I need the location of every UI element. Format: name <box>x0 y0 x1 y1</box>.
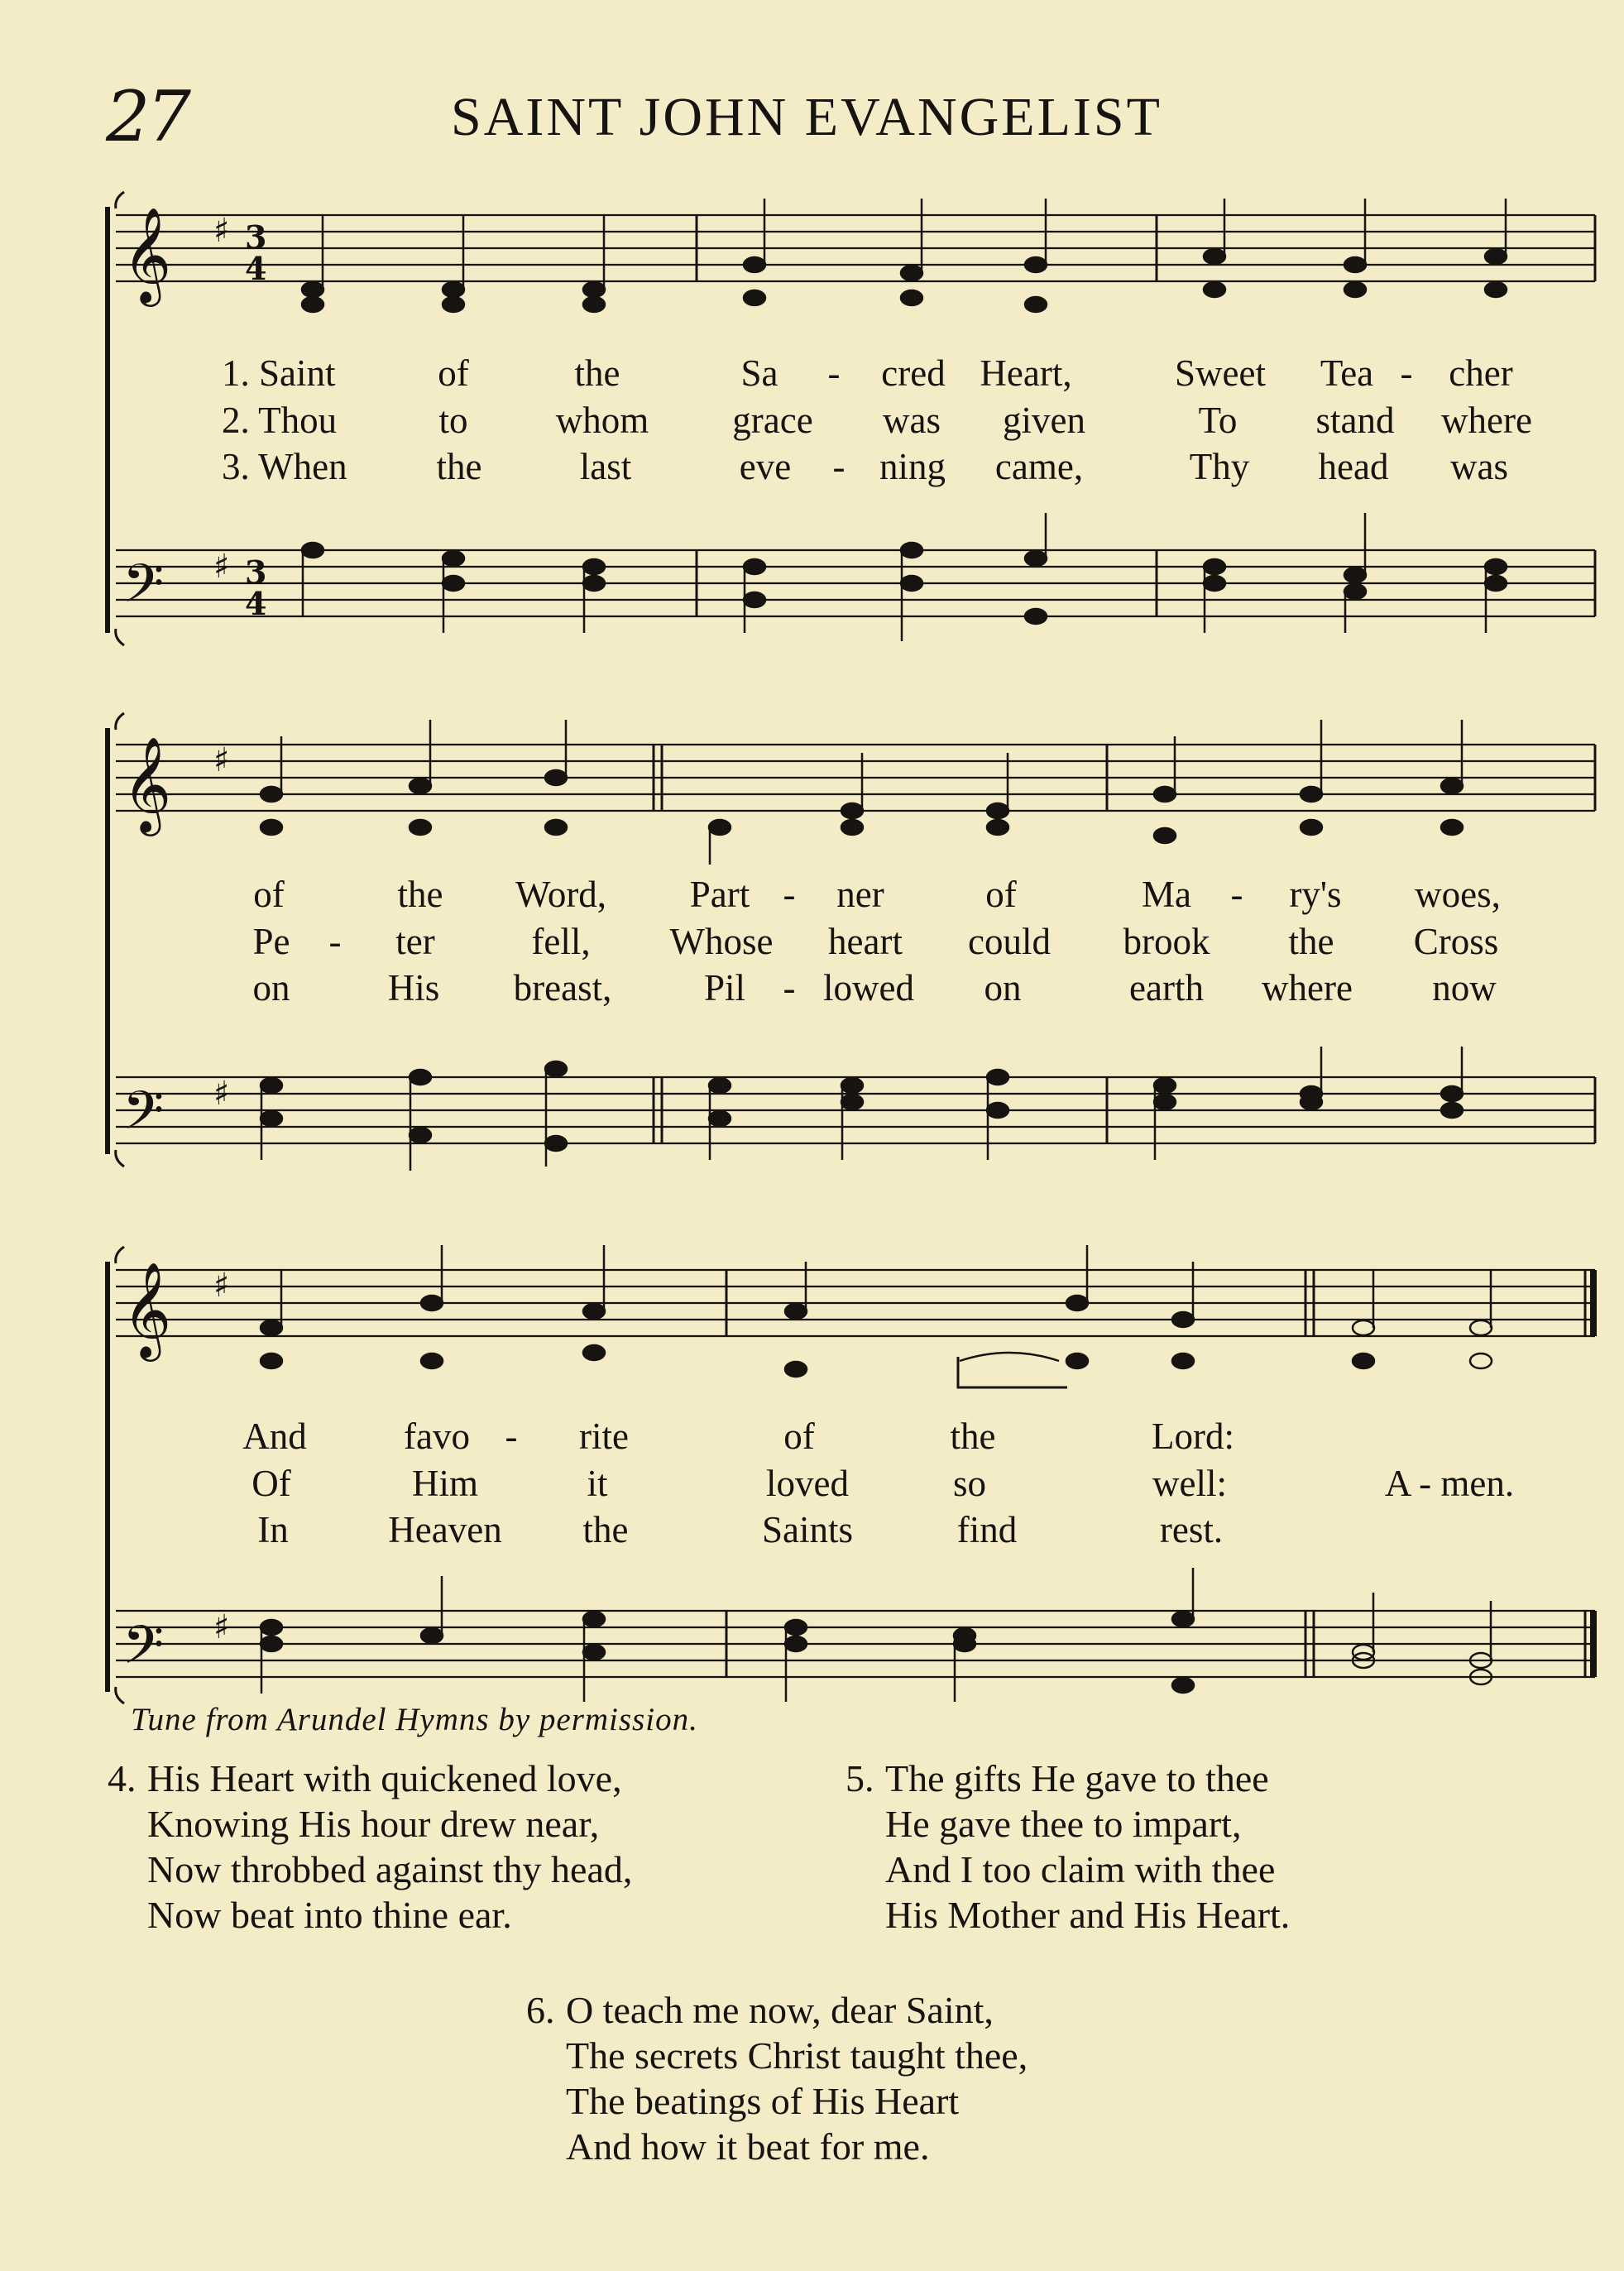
syllable: breast, <box>513 967 612 1009</box>
syllable: - <box>827 352 841 394</box>
tune-credit: Tune from Arundel Hymns by permission. <box>131 1702 698 1737</box>
syllable: so <box>952 1463 987 1504</box>
svg-text:♯: ♯ <box>213 1608 230 1646</box>
svg-text:4: 4 <box>245 250 267 287</box>
syllable: - <box>783 967 796 1009</box>
stanza-line: The secrets Christ taught thee, <box>566 2034 1028 2077</box>
syllable: - <box>505 1416 518 1457</box>
syllable: - <box>1400 352 1413 394</box>
syllable: of <box>253 874 285 915</box>
music-system-2 <box>0 703 1624 1183</box>
syllable: was <box>883 400 941 441</box>
stanza-line: And I too claim with thee <box>885 1848 1276 1890</box>
syllable: the <box>436 446 482 487</box>
syllable: Tea <box>1320 352 1374 394</box>
stanza-number: 4. <box>108 1757 137 1799</box>
stanza-5 <box>846 1756 1290 1938</box>
syllable: - <box>328 921 342 962</box>
syllable: Sweet <box>1175 352 1266 394</box>
syllable: on <box>252 967 290 1009</box>
syllable: To <box>1198 400 1238 441</box>
svg-text:𝄞: 𝄞 <box>122 735 172 832</box>
svg-text:♯: ♯ <box>213 1267 230 1305</box>
syllable: In <box>257 1509 289 1550</box>
syllable: it <box>587 1463 608 1504</box>
stanza-line: Now throbbed against thy head, <box>147 1848 633 1890</box>
syllable: the <box>950 1416 996 1457</box>
lyric-verse-1 <box>0 873 1624 916</box>
syllable: grace <box>732 400 813 441</box>
syllable: the <box>582 1509 629 1550</box>
lyric-verse-2 <box>0 1462 1624 1505</box>
syllable: on <box>984 967 1022 1009</box>
syllable: stand <box>1315 400 1395 441</box>
svg-text:𝄢: 𝄢 <box>122 1615 165 1689</box>
syllable: could <box>968 921 1051 962</box>
syllable: Ma <box>1142 874 1191 915</box>
syllable: Heart, <box>980 352 1072 394</box>
svg-text:𝄢: 𝄢 <box>122 1080 165 1155</box>
syllable: - <box>783 874 796 915</box>
stanza-line: The beatings of His Heart <box>566 2080 960 2122</box>
syllable: And <box>242 1416 307 1457</box>
syllable: eve <box>739 446 792 487</box>
lyric-verse-3 <box>0 445 1624 488</box>
syllable: whom <box>555 400 649 441</box>
syllable: - <box>1230 874 1243 915</box>
syllable: ry's <box>1289 874 1342 915</box>
syllable: Thy <box>1189 446 1250 487</box>
svg-text:𝄞: 𝄞 <box>122 1261 172 1358</box>
syllable: the <box>1288 921 1334 962</box>
syllable: find <box>956 1509 1018 1550</box>
svg-text:♯: ♯ <box>213 741 230 779</box>
svg-text:♯: ♯ <box>213 548 230 586</box>
lyric-verse-3 <box>0 1508 1624 1551</box>
syllable: where <box>1441 400 1532 441</box>
stanza-line: He gave thee to impart, <box>885 1803 1242 1845</box>
svg-text:𝄢: 𝄢 <box>122 553 165 628</box>
syllable: fell, <box>531 921 591 962</box>
syllable: - <box>832 446 846 487</box>
svg-text:4: 4 <box>245 585 267 622</box>
syllable: ner <box>836 874 884 915</box>
svg-text:♯: ♯ <box>213 212 230 250</box>
hymn-title: SAINT JOHN EVANGELIST <box>451 87 1162 147</box>
stanza-line: Now beat into thine ear. <box>147 1894 512 1936</box>
stanza-6 <box>526 1987 1028 2169</box>
svg-text:3: 3 <box>245 553 267 591</box>
syllable: Pil <box>703 967 746 1009</box>
lyric-verse-2 <box>0 399 1624 442</box>
music-system-3 <box>0 1245 1624 1708</box>
syllable: heart <box>828 921 903 962</box>
syllable: given <box>1003 400 1085 441</box>
syllable: earth <box>1129 967 1204 1009</box>
syllable: rest. <box>1159 1509 1224 1550</box>
stanza-line: Knowing His hour drew near, <box>147 1803 600 1845</box>
syllable: woes, <box>1415 874 1501 915</box>
amen-text: A - men. <box>1384 1463 1515 1504</box>
syllable: of <box>783 1416 815 1457</box>
svg-text:♯: ♯ <box>213 1075 230 1113</box>
syllable: His <box>387 967 440 1009</box>
svg-text:3: 3 <box>245 218 267 256</box>
lyric-verse-3 <box>0 966 1624 1009</box>
syllable: head <box>1318 446 1389 487</box>
lyric-verse-1 <box>0 352 1624 395</box>
syllable: 2. Thou <box>222 400 338 441</box>
syllable: brook <box>1123 921 1210 962</box>
syllable: the <box>574 352 620 394</box>
syllable: favo <box>404 1416 470 1457</box>
syllable: cred <box>881 352 946 394</box>
syllable: Sa <box>740 352 778 394</box>
syllable: Lord: <box>1152 1416 1234 1457</box>
syllable: of <box>985 874 1017 915</box>
syllable: lowed <box>823 967 914 1009</box>
syllable: Him <box>411 1463 479 1504</box>
syllable: of <box>438 352 469 394</box>
stanza-number: 6. <box>526 1989 555 2031</box>
syllable: 3. When <box>222 446 347 487</box>
syllable: now <box>1432 967 1497 1009</box>
syllable: Heaven <box>388 1509 502 1550</box>
syllable: Cross <box>1413 921 1499 962</box>
music-system-1 <box>0 182 1624 662</box>
svg-text:𝄞: 𝄞 <box>122 206 172 303</box>
lyric-verse-2 <box>0 920 1624 963</box>
stanza-4 <box>108 1756 632 1938</box>
syllable: loved <box>766 1463 849 1504</box>
stanza-line: And how it beat for me. <box>566 2125 930 2168</box>
syllable: 1. Saint <box>222 352 336 394</box>
stanza-line: His Heart with quickened love, <box>147 1757 622 1799</box>
syllable: where <box>1262 967 1353 1009</box>
syllable: ter <box>395 921 435 962</box>
syllable: cher <box>1449 352 1513 394</box>
syllable: Whose <box>669 921 774 962</box>
lyric-verse-1 <box>0 1415 1624 1458</box>
syllable: ning <box>879 446 946 487</box>
syllable: last <box>579 446 632 487</box>
syllable: Saints <box>761 1509 854 1550</box>
stanza-line: His Mother and His Heart. <box>885 1894 1291 1936</box>
syllable: to <box>438 400 468 441</box>
syllable: Word, <box>515 874 607 915</box>
syllable: was <box>1450 446 1508 487</box>
stanza-line: O teach me now, dear Saint, <box>566 1989 994 2031</box>
syllable: came, <box>994 446 1084 487</box>
syllable: well: <box>1152 1463 1227 1504</box>
syllable: the <box>397 874 443 915</box>
stanza-number: 5. <box>846 1757 874 1799</box>
syllable: Pe <box>252 921 290 962</box>
syllable: Of <box>252 1463 291 1504</box>
syllable: Part <box>689 874 750 915</box>
stanza-line: The gifts He gave to thee <box>885 1757 1269 1799</box>
page-header <box>0 76 1624 175</box>
page-number: 27 <box>106 76 188 157</box>
syllable: rite <box>579 1416 629 1457</box>
